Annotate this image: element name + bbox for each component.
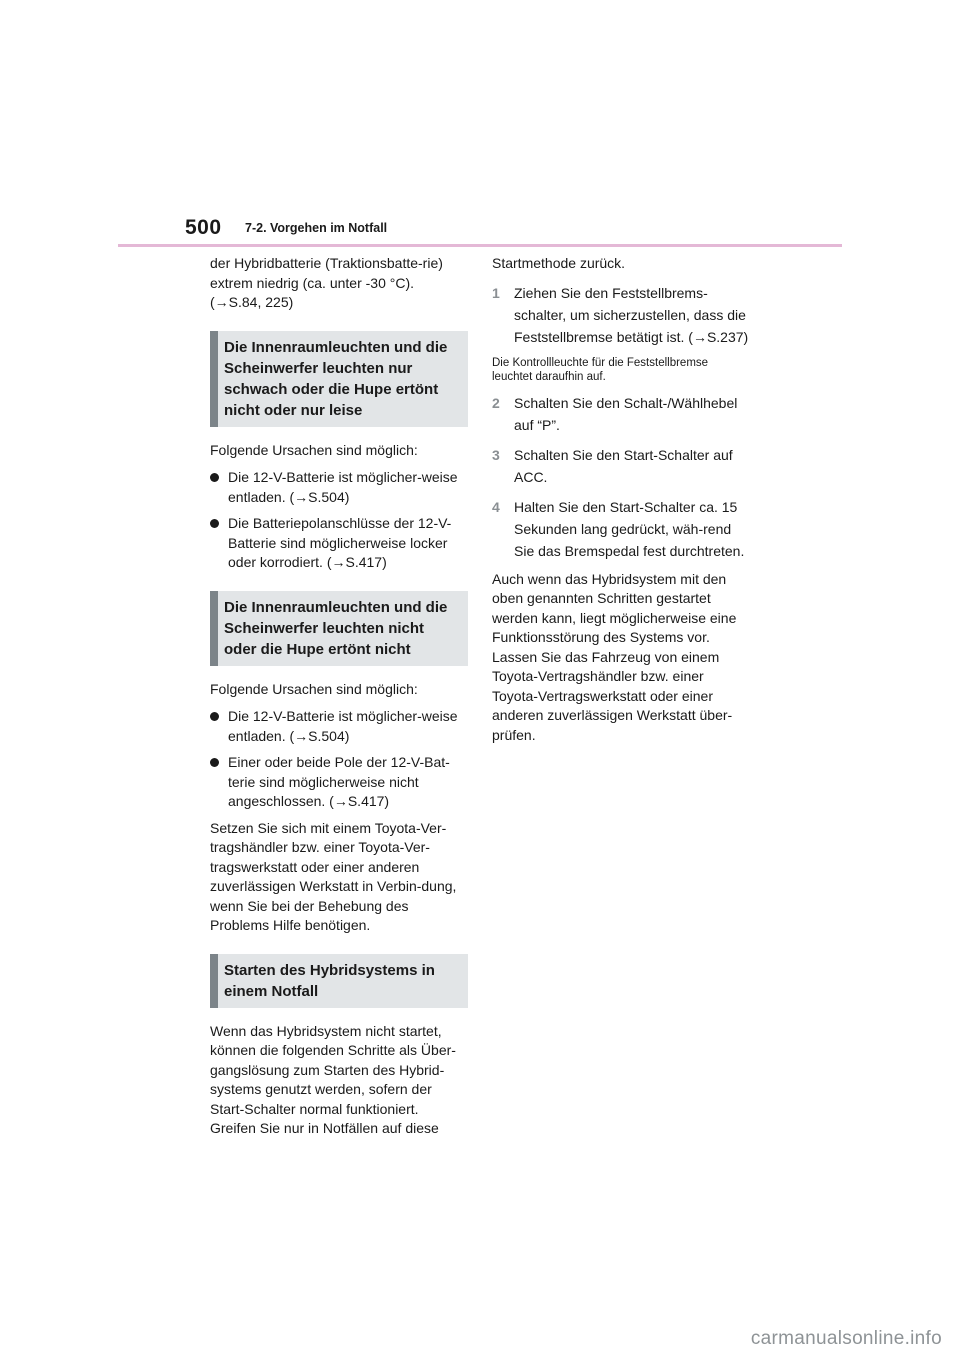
section-lead: Folgende Ursachen sind möglich: xyxy=(210,680,418,697)
step-text: Schalten Sie den Schalt-/Wählhebel auf “P”. xyxy=(514,394,738,433)
step-number: 1 xyxy=(492,284,500,301)
step-number: 4 xyxy=(492,498,500,515)
parking-brake-note: Die Kontrollleuchte für die Feststellbremse leuchtet daraufhin auf. xyxy=(492,356,709,383)
step-item xyxy=(492,392,750,436)
section-title: 7-2. Vorgehen im Notfall xyxy=(245,221,388,235)
list-item xyxy=(210,753,468,812)
list-item-text: Die 12-V-Batterie ist möglicher-weise entladen. (→S.504) xyxy=(228,469,458,505)
section-heading-dim-lights: Die Innenraumleuchten und die Scheinwerfer leuchten nur schwach oder die Hupe ertönt nicht oder nur leise xyxy=(210,331,468,427)
section-heading-emergency-start: Starten des Hybridsystems in einem Notfall xyxy=(210,954,468,1008)
contact-dealer-note: Setzen Sie sich mit einem Toyota-Ver-tragshändler bzw. einer Toyota-Ver-tragswerkstatt oder einer anderen zuverlässigen Werkstatt in Verbin-dung, wenn Sie bei der Behebung des Problems Hilfe benötigen. xyxy=(210,819,457,933)
right-column xyxy=(492,254,750,753)
step-number: 3 xyxy=(492,446,500,463)
step-item xyxy=(492,496,750,562)
step-number: 2 xyxy=(492,394,500,411)
closing-paragraph: Auch wenn das Hybridsystem mit den oben genannten Schritten gestartet werden kann, liegt möglicherweise eine Funktionsstörung des Systems vor. Lassen Sie das Fahrzeug von einem Toyota-Vertragshändler bzw. einer Toyota-Vertragswerkstatt oder einer anderen zuverlässigen Werkstatt über-prüfen. xyxy=(492,570,737,743)
list-item-text: Die 12-V-Batterie ist möglicher-weise entladen. (→S.504) xyxy=(228,708,458,744)
list-item xyxy=(210,707,468,746)
step-item xyxy=(492,282,750,348)
step-item xyxy=(492,444,750,488)
intro-paragraph: der Hybridbatterie (Traktionsbatte-rie) extrem niedrig (ca. unter -30 °C). (→S.84, 225) xyxy=(210,255,443,310)
section-heading-no-lights: Die Innenraumleuchten und die Scheinwerfer leuchten nicht oder die Hupe ertönt nicht xyxy=(210,591,468,666)
bullet-icon xyxy=(210,758,219,767)
list-item xyxy=(210,468,468,507)
bullet-icon xyxy=(210,519,219,528)
header-divider xyxy=(118,244,842,247)
step-text: Schalten Sie den Start-Schalter auf ACC. xyxy=(514,446,733,485)
page-number: 500 xyxy=(185,216,222,239)
watermark: carmanualsonline.info xyxy=(750,1328,942,1349)
step-text: Halten Sie den Start-Schalter ca. 15 Sekunden lang gedrückt, wäh-rend Sie das Bremspedal fest durchtreten. xyxy=(514,498,745,559)
bullet-icon xyxy=(210,473,219,482)
section-lead: Folgende Ursachen sind möglich: xyxy=(210,441,418,458)
continued-text: Startmethode zurück. xyxy=(492,255,626,271)
step-text: Ziehen Sie den Feststellbrems-schalter, um sicherzustellen, dass die Feststellbremse betätigt ist. (→S.237) xyxy=(514,284,749,345)
list-item-text: Die Batteriepolanschlüsse der 12-V-Batterie sind möglicherweise locker oder korrodiert. (→S.417) xyxy=(228,515,452,570)
bullet-icon xyxy=(210,712,219,721)
list-item-text: Einer oder beide Pole der 12-V-Bat-terie sind möglicherweise nicht angeschlossen. (→S.417) xyxy=(228,754,450,809)
left-column xyxy=(210,254,468,1147)
list-item xyxy=(210,514,468,573)
emergency-start-text: Wenn das Hybridsystem nicht startet, können die folgenden Schritte als Über-gangslösung zum Starten des Hybrid-systems genutzt werden, sofern der Start-Schalter normal funktioniert. Greifen Sie nur in Notfällen auf diese xyxy=(210,1022,456,1136)
